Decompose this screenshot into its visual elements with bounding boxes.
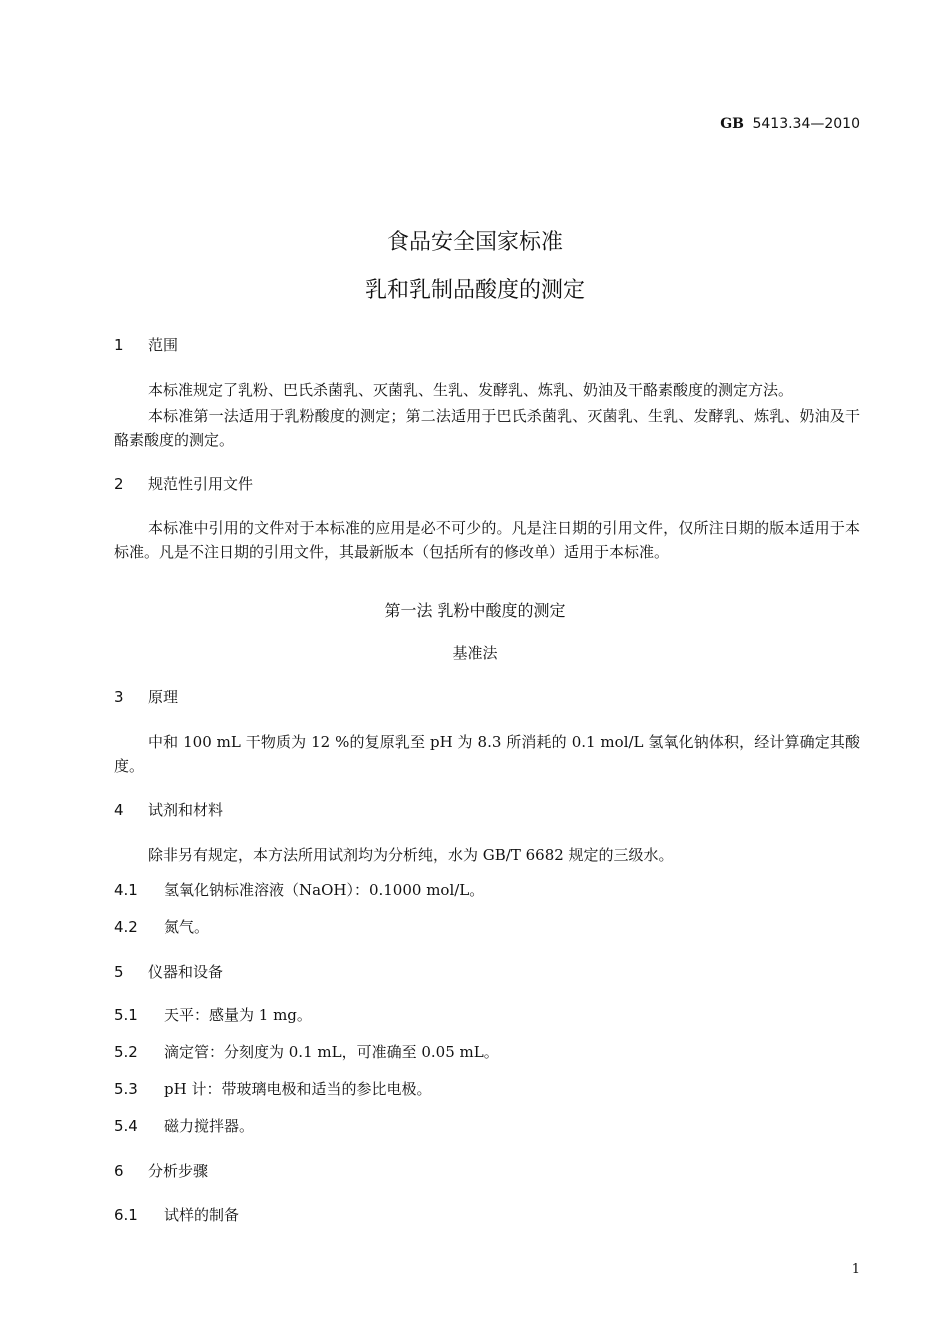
principle-paragraph: 中和 100 mL 干物质为 12 %的复原乳至 pH 为 8.3 所消耗的 0.1 mol/L 氢氧化钠体积，经计算确定其酸度。 bbox=[114, 733, 860, 775]
references-paragraph: 本标准中引用的文件对于本标准的应用是必不可少的。凡是注日期的引用文件，仅所注日期的版本适用于本标准。凡是不注日期的引用文件，其最新版本（包括所有的修改单）适用于本标准。 bbox=[114, 519, 860, 561]
section-heading-principle bbox=[114, 686, 178, 707]
item-text: 氮气。 bbox=[164, 918, 210, 936]
section-title: 试剂和材料 bbox=[148, 801, 224, 819]
section-title: 范围 bbox=[148, 336, 179, 354]
reagent-item-4-2 bbox=[114, 916, 209, 937]
item-number: 4.1 bbox=[114, 881, 138, 899]
apparatus-item-5-2 bbox=[114, 1041, 499, 1062]
item-number: 6.1 bbox=[114, 1206, 138, 1224]
section-number: 6 bbox=[114, 1162, 124, 1180]
document-title-sub: 乳和乳制品酸度的测定 bbox=[364, 278, 585, 303]
section-title: 分析步骤 bbox=[148, 1162, 209, 1180]
section-title: 原理 bbox=[148, 688, 179, 706]
item-text: 氢氧化钠标准溶液（NaOH）：0.1000 mol/L。 bbox=[164, 881, 485, 899]
section-number: 1 bbox=[114, 336, 124, 354]
scope-paragraph-2: 本标准第一法适用于乳粉酸度的测定；第二法适用于巴氏杀菌乳、灭菌乳、生乳、发酵乳、炼乳、奶油及干酪素酸度的测定。 bbox=[114, 407, 860, 449]
standard-code bbox=[720, 116, 860, 132]
method-subtitle: 基准法 bbox=[452, 644, 498, 662]
section-number: 4 bbox=[114, 801, 124, 819]
item-text: pH 计：带玻璃电极和适当的参比电极。 bbox=[164, 1080, 432, 1098]
section-heading-scope bbox=[114, 334, 178, 355]
apparatus-item-5-4 bbox=[114, 1115, 254, 1136]
apparatus-item-5-3 bbox=[114, 1078, 431, 1099]
section-number: 2 bbox=[114, 475, 124, 493]
item-text: 磁力搅拌器。 bbox=[164, 1117, 255, 1135]
section-number: 5 bbox=[114, 963, 124, 981]
item-text: 滴定管：分刻度为 0.1 mL，可准确至 0.05 mL。 bbox=[164, 1043, 499, 1061]
item-number: 5.3 bbox=[114, 1080, 138, 1098]
standard-code-number: 5413.34—2010 bbox=[752, 116, 860, 132]
scope-paragraph-1: 本标准规定了乳粉、巴氏杀菌乳、灭菌乳、生乳、发酵乳、炼乳、奶油及干酪素酸度的测定方法。 bbox=[148, 381, 794, 399]
section-heading-references bbox=[114, 473, 253, 494]
procedure-item-6-1 bbox=[114, 1204, 239, 1225]
section-title: 仪器和设备 bbox=[148, 963, 224, 981]
standard-code-prefix: GB bbox=[720, 116, 745, 132]
reagents-paragraph: 除非另有规定，本方法所用试剂均为分析纯，水为 GB/T 6682 规定的三级水。 bbox=[148, 846, 674, 864]
apparatus-item-5-1 bbox=[114, 1004, 312, 1025]
method-title: 第一法 乳粉中酸度的测定 bbox=[384, 601, 566, 620]
section-heading-procedure bbox=[114, 1160, 208, 1181]
item-text: 试样的制备 bbox=[164, 1206, 240, 1224]
section-heading-apparatus bbox=[114, 961, 223, 982]
item-number: 5.2 bbox=[114, 1043, 138, 1061]
reagent-item-4-1 bbox=[114, 879, 484, 900]
item-number: 5.4 bbox=[114, 1117, 138, 1135]
page-number: 1 bbox=[851, 1262, 860, 1277]
section-title: 规范性引用文件 bbox=[148, 475, 254, 493]
item-number: 5.1 bbox=[114, 1006, 138, 1024]
document-title-main: 食品安全国家标准 bbox=[386, 230, 563, 255]
item-number: 4.2 bbox=[114, 918, 138, 936]
section-number: 3 bbox=[114, 688, 124, 706]
item-text: 天平：感量为 1 mg。 bbox=[164, 1006, 312, 1024]
section-heading-reagents bbox=[114, 799, 223, 820]
